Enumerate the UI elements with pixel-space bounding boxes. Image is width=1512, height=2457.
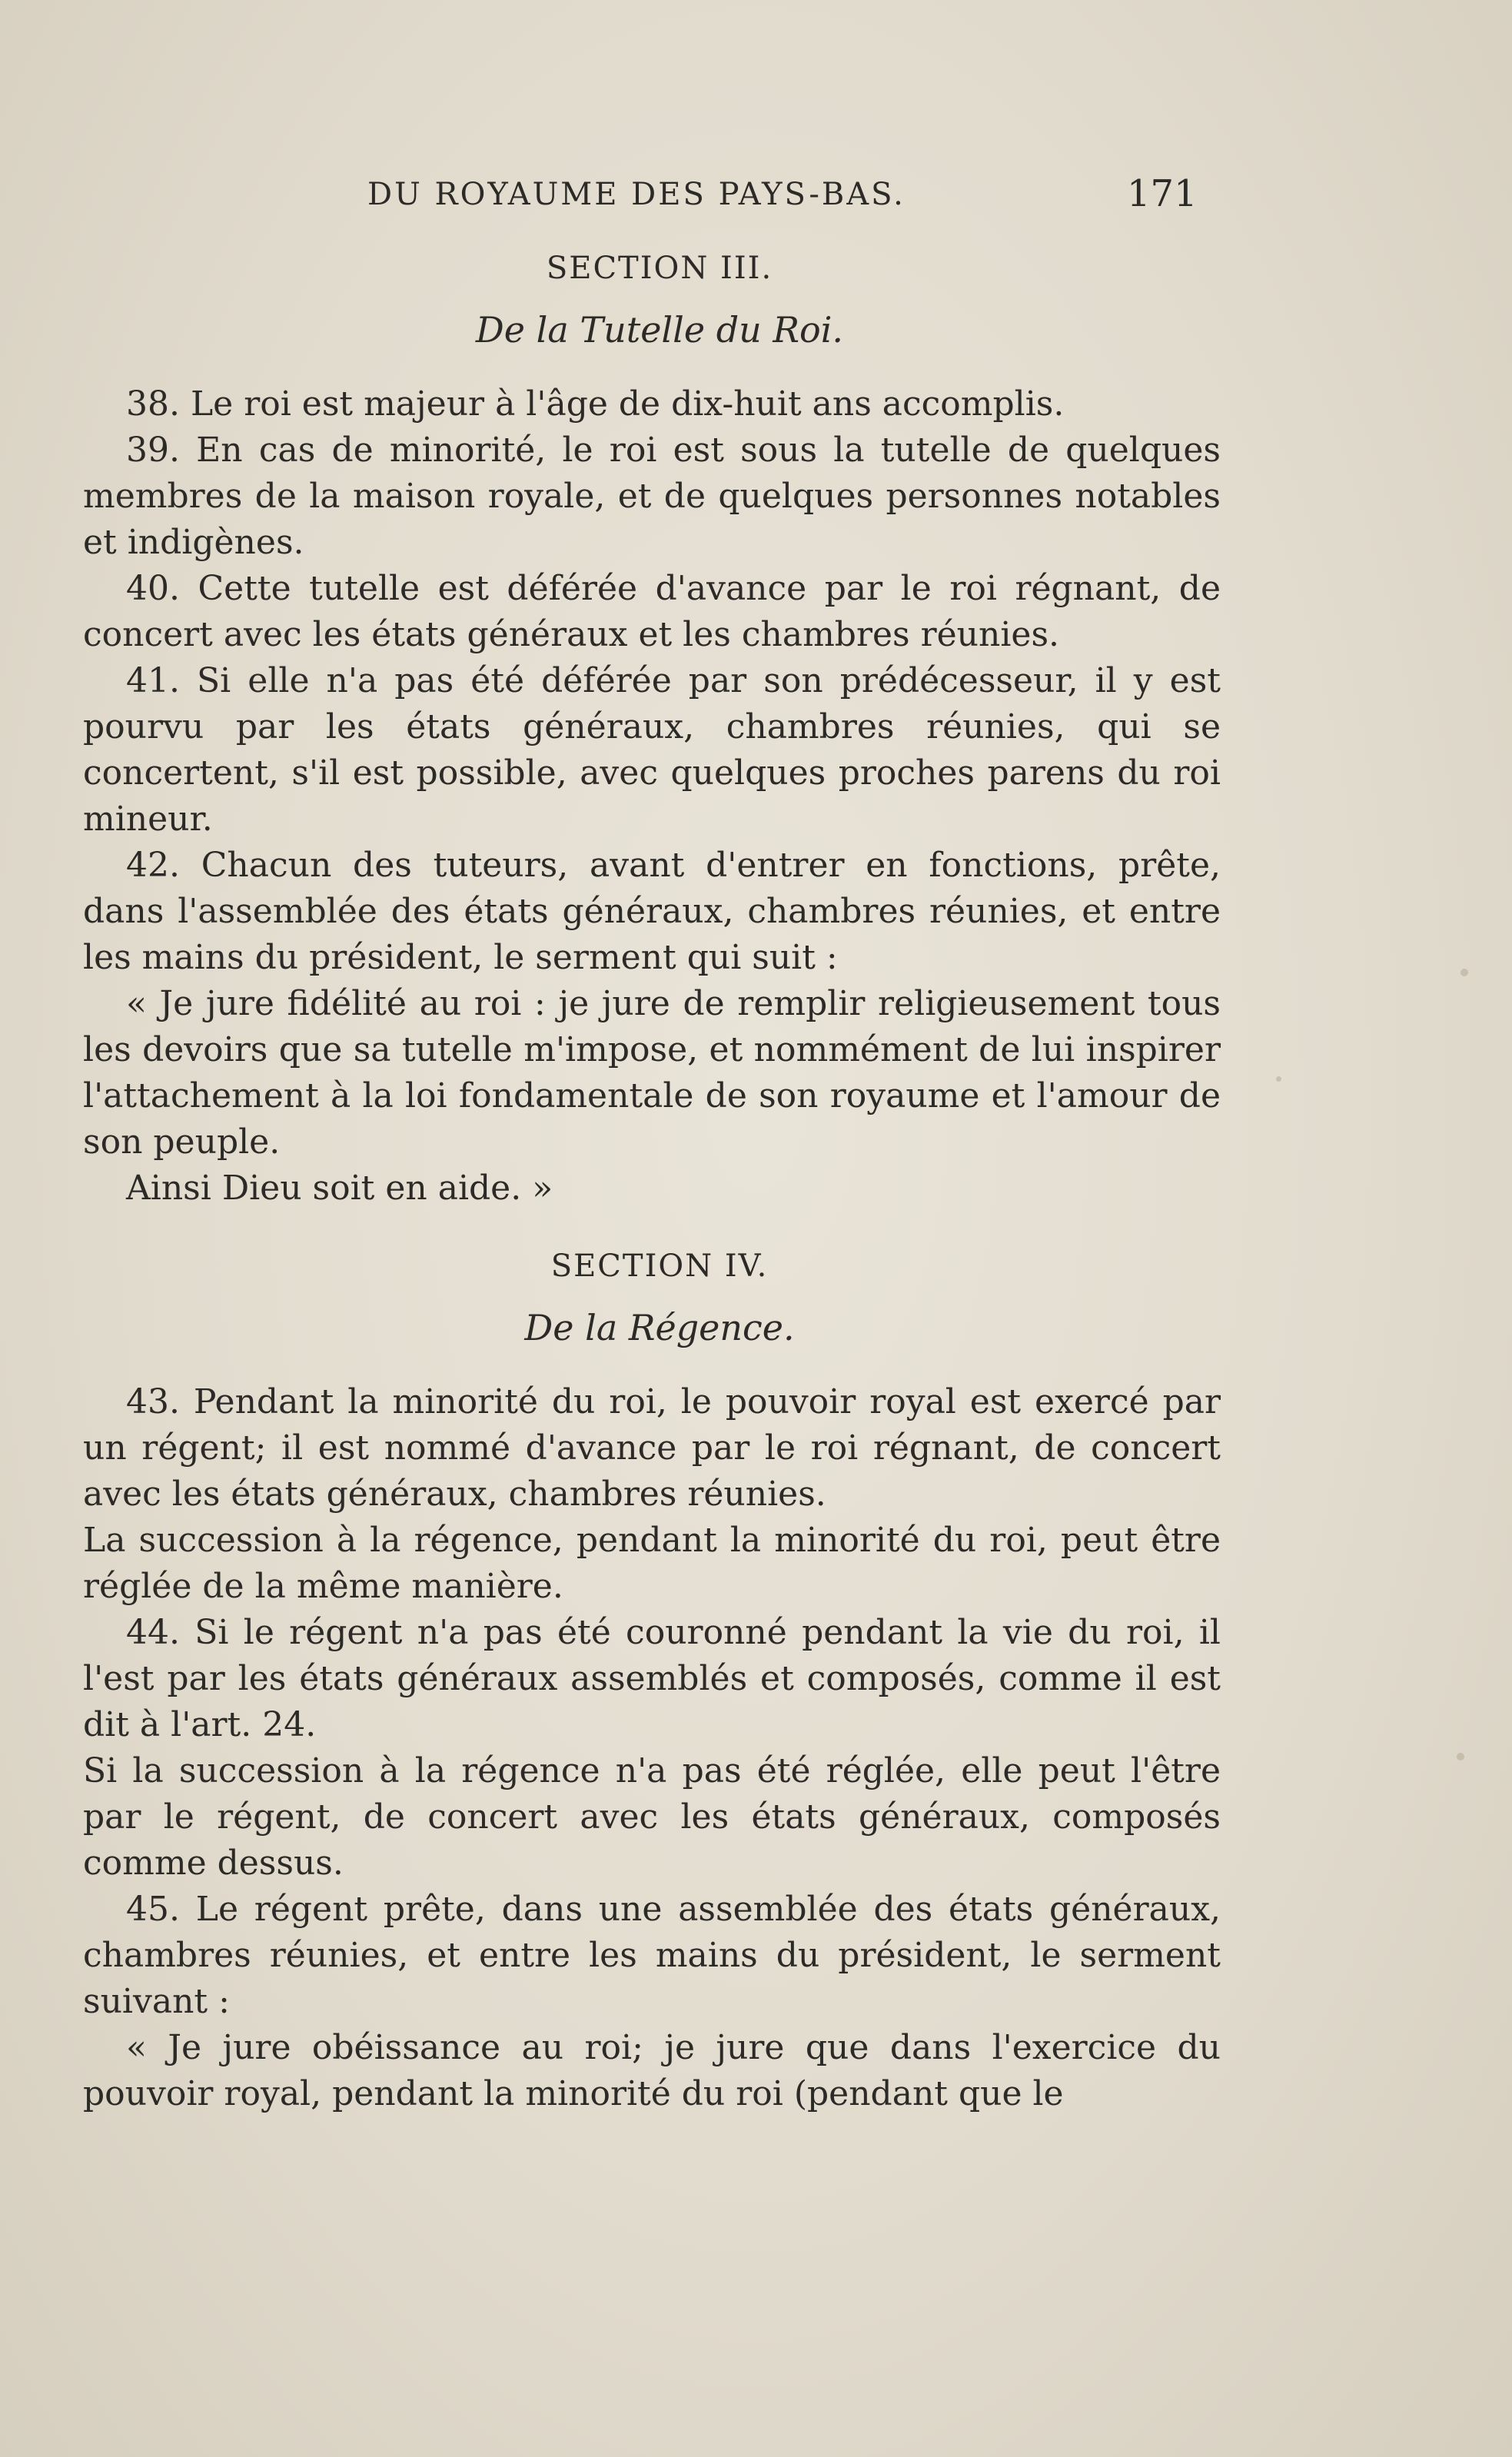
paper-speck	[1276, 1076, 1281, 1082]
section-heading: SECTION III.	[546, 251, 773, 286]
section-subtitle: De la Régence.	[524, 1307, 795, 1348]
article-paragraph: 38. Le roi est majeur à l'âge de dix-huit ans accomplis.	[126, 384, 1065, 424]
section-subtitle: De la Tutelle du Roi.	[475, 309, 844, 351]
article-paragraph: 45. Le régent prête, dans une assemblée des états généraux, chambres réunies, et entre les mains du président, le serment suivant :	[83, 1890, 1221, 2021]
article-paragraph: 41. Si elle n'a pas été déférée par son prédécesseur, il y est pourvu par les états généraux, chambres réunies, qui se concertent, s'il est possible, avec quelques proches parens du roi mineur.	[83, 661, 1221, 839]
article-paragraph: La succession à la régence, pendant la minorité du roi, peut être réglée de la même manière.	[83, 1521, 1221, 1606]
oath-paragraph: « Je jure fidélité au roi : je jure de remplir religieusement tous les devoirs que sa tutelle m'impose, et nommément de lui inspirer l'attachement à la loi fondamentale de son royaume et l'amour de son peuple.	[83, 984, 1221, 1162]
running-head	[83, 172, 1221, 231]
paper-speck	[1460, 969, 1468, 976]
article-paragraph: 40. Cette tutelle est déférée d'avance par le roi régnant, de concert avec les états généraux et les chambres réunies.	[83, 569, 1221, 654]
oath-paragraph: « Je jure obéissance au roi; je jure que dans l'exercice du pouvoir royal, pendant la minorité du roi (pendant que le	[83, 2028, 1221, 2113]
page-text-block	[83, 172, 1221, 2117]
page-number: 171	[1127, 172, 1198, 215]
running-title: DU ROYAUME DES PAYS-BAS.	[367, 177, 906, 212]
paper-speck	[1457, 1753, 1464, 1760]
article-paragraph: 42. Chacun des tuteurs, avant d'entrer en fonctions, prête, dans l'assemblée des états généraux, chambres réunies, et entre les mains du président, le serment qui suit :	[83, 846, 1221, 977]
article-paragraph: 39. En cas de minorité, le roi est sous la tutelle de quelques membres de la maison royale, et de quelques personnes notables et indigènes.	[83, 431, 1221, 562]
oath-closing: Ainsi Dieu soit en aide. »	[126, 1169, 553, 1208]
article-paragraph: 44. Si le régent n'a pas été couronné pendant la vie du roi, il l'est par les états généraux assemblés et composés, comme il est dit à l'art. 24.	[83, 1613, 1221, 1744]
section-heading: SECTION IV.	[550, 1248, 769, 1284]
section-spacer	[83, 1212, 1221, 1248]
article-paragraph: 43. Pendant la minorité du roi, le pouvoir royal est exercé par un régent; il est nommé d'avance par le roi régnant, de concert avec les états généraux, chambres réunies.	[83, 1382, 1221, 1514]
article-paragraph: Si la succession à la régence n'a pas été réglée, elle peut l'être par le régent, de concert avec les états généraux, composés comme dessus.	[83, 1751, 1221, 1883]
